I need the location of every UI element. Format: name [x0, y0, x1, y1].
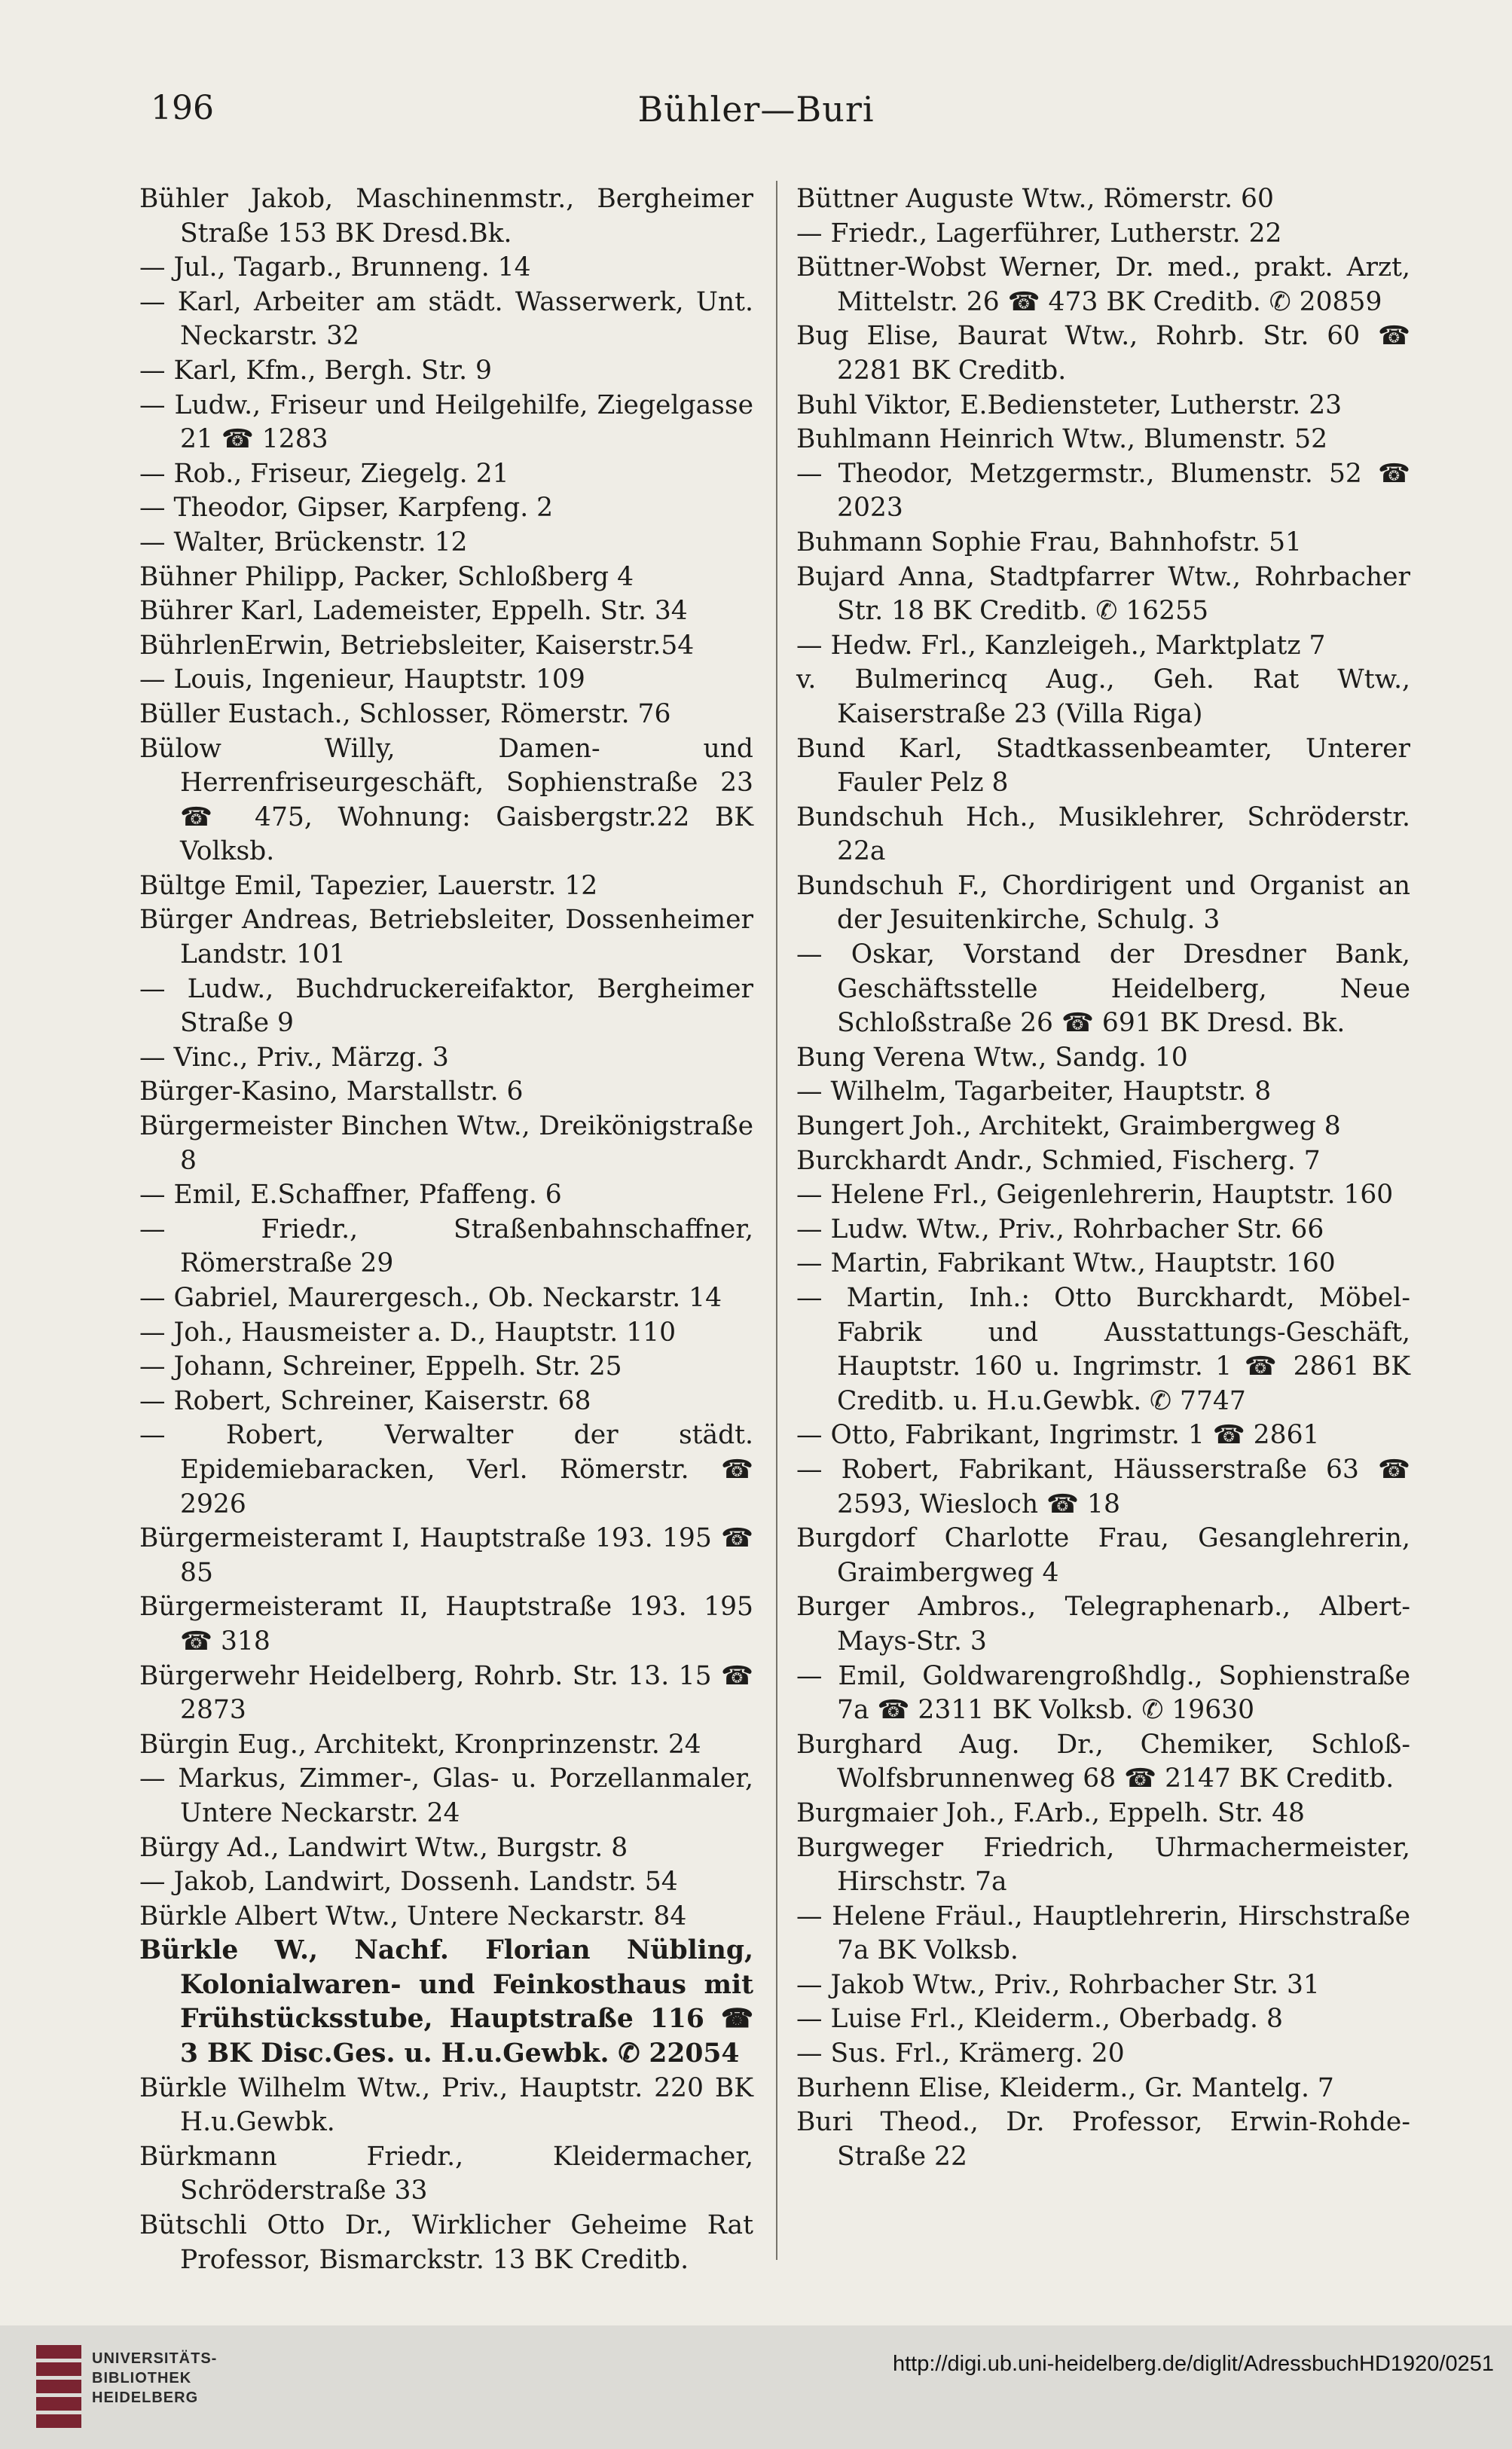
- directory-entry: Burhenn Elise, Kleiderm., Gr. Mantelg. 7: [796, 2072, 1334, 2103]
- directory-entry: Büttner-Wobst Werner, Dr. med., prakt. Arzt, Mittelstr. 26 ☎ 473 BK Creditb. ✆ 20859: [796, 252, 1410, 317]
- directory-entry: Buri Theod., Dr. Professor, Erwin-Rohde-Straße 22: [796, 2107, 1410, 2172]
- directory-entry: — Oskar, Vorstand der Dresdner Bank, Geschäftsstelle Heidelberg, Neue Schloßstraße 26 ☎ 691 BK Dresd. Bk.: [796, 939, 1410, 1039]
- directory-entry: Burgdorf Charlotte Frau, Gesanglehrerin, Graimbergweg 4: [796, 1523, 1410, 1588]
- directory-entry: Bung Verena Wtw., Sandg. 10: [796, 1042, 1188, 1073]
- right-column: [796, 182, 1410, 2174]
- directory-entry: — Gabriel, Maurergesch., Ob. Neckarstr. 14: [139, 1283, 722, 1313]
- directory-entry: — Jakob, Landwirt, Dossenh. Landstr. 54: [139, 1867, 678, 1898]
- directory-entry: — Robert, Fabrikant, Häusserstraße 63 ☎ 2593, Wiesloch ☎ 18: [796, 1454, 1410, 1519]
- directory-entry: Bundschuh Hch., Musiklehrer, Schröderstr. 22a: [796, 802, 1410, 867]
- left-column: [139, 182, 753, 2277]
- directory-entry: — Karl, Arbeiter am städt. Wasserwerk, Unt. Neckarstr. 32: [139, 286, 753, 352]
- directory-entry: Burgmaier Joh., F.Arb., Eppelh. Str. 48: [796, 1797, 1305, 1828]
- directory-entry: Bürgermeisteramt II, Hauptstraße 193. 195 ☎ 318: [139, 1592, 753, 1657]
- library-logo-icon: [36, 2345, 81, 2428]
- directory-entry: — Rob., Friseur, Ziegelg. 21: [139, 458, 509, 489]
- library-name: [92, 2349, 217, 2408]
- directory-entry: — Friedr., Lagerführer, Lutherstr. 22: [796, 218, 1282, 249]
- directory-entry: Buhlmann Heinrich Wtw., Blumenstr. 52: [796, 424, 1328, 455]
- directory-entry: Bürger Andreas, Betriebsleiter, Dossenheimer Landstr. 101: [139, 905, 753, 970]
- directory-entry: Bujard Anna, Stadtpfarrer Wtw., Rohrbacher Str. 18 BK Creditb. ✆ 16255: [796, 561, 1410, 627]
- directory-entry: — Emil, Goldwarengroßhdlg., Sophienstraße 7a ☎ 2311 BK Volksb. ✆ 19630: [796, 1660, 1410, 1726]
- directory-entry: Burgweger Friedrich, Uhrmachermeister, Hirschstr. 7a: [796, 1832, 1410, 1898]
- directory-entry: — Helene Frl., Geigenlehrerin, Hauptstr. 160: [796, 1180, 1394, 1211]
- directory-entry: Bürgerwehr Heidelberg, Rohrb. Str. 13. 15 ☎ 2873: [139, 1660, 753, 1726]
- directory-entry: — Ludw., Buchdruckereifaktor, Bergheimer Straße 9: [139, 973, 753, 1039]
- directory-entry: Bührer Karl, Lademeister, Eppelh. Str. 34: [139, 596, 688, 627]
- directory-entry: Burger Ambros., Telegraphenarb., Albert-Mays-Str. 3: [796, 1592, 1410, 1657]
- library-name-line: UNIVERSITÄTS-: [92, 2350, 218, 2367]
- directory-entry: — Theodor, Metzgermstr., Blumenstr. 52 ☎ 2023: [796, 458, 1410, 524]
- directory-entry: Bürgin Eug., Architekt, Kronprinzenstr. 24: [139, 1729, 701, 1760]
- source-url[interactable]: http://digi.ub.uni-heidelberg.de/diglit/AdressbuchHD1920/0251: [892, 2352, 1494, 2376]
- directory-entry: — Robert, Schreiner, Kaiserstr. 68: [139, 1385, 591, 1416]
- directory-entry: — Johann, Schreiner, Eppelh. Str. 25: [139, 1351, 622, 1382]
- footer-bar: [0, 2325, 1512, 2449]
- directory-entry: Burghard Aug. Dr., Chemiker, Schloß-Wolfsbrunnenweg 68 ☎ 2147 BK Creditb.: [796, 1729, 1410, 1794]
- directory-entry: — Martin, Inh.: Otto Burckhardt, Möbel-Fabrik und Ausstattungs-Geschäft, Hauptstr. 160 u. Ingrimstr. 1 ☎ 2861 BK Creditb. u. H.u.Gewbk. ✆ 7747: [796, 1283, 1410, 1416]
- directory-entry: Buhmann Sophie Frau, Bahnhofstr. 51: [796, 527, 1302, 557]
- directory-entry: Bürgermeister Binchen Wtw., Dreikönigstraße 8: [139, 1111, 753, 1176]
- running-head: Bühler—Buri: [637, 89, 875, 130]
- directory-entry: — Emil, E.Schaffner, Pfaffeng. 6: [139, 1180, 562, 1211]
- directory-entry: Büller Eustach., Schlosser, Römerstr. 76: [139, 698, 671, 729]
- directory-entry: — Jul., Tagarb., Brunneng. 14: [139, 252, 531, 283]
- directory-entry: Bühler Jakob, Maschinenmstr., Bergheimer Straße 153 BK Dresd.Bk.: [139, 184, 753, 249]
- directory-entry: Bürgermeisteramt I, Hauptstraße 193. 195 ☎ 85: [139, 1523, 753, 1588]
- directory-entry: Bund Karl, Stadtkassenbeamter, Unterer Fauler Pelz 8: [796, 733, 1410, 799]
- directory-entry: — Theodor, Gipser, Karpfeng. 2: [139, 493, 554, 524]
- directory-entry: Bungert Joh., Architekt, Graimbergweg 8: [796, 1111, 1341, 1142]
- directory-entry: — Wilhelm, Tagarbeiter, Hauptstr. 8: [796, 1076, 1272, 1107]
- column-divider: [776, 181, 777, 2260]
- directory-entry: Bürgy Ad., Landwirt Wtw., Burgstr. 8: [139, 1832, 628, 1863]
- directory-entry: Bütschli Otto Dr., Wirklicher Geheime Rat Professor, Bismarckstr. 13 BK Creditb.: [139, 2210, 753, 2275]
- directory-entry: Bug Elise, Baurat Wtw., Rohrb. Str. 60 ☎ 2281 BK Creditb.: [796, 321, 1410, 386]
- directory-entry: Bürkle W., Nachf. Florian Nübling, Kolonialwaren- und Feinkosthaus mit Frühstücksstube, Hauptstraße 116 ☎ 3 BK Disc.Ges. u. H.u.Gewbk. ✆ 22054: [139, 1935, 753, 2069]
- directory-entry: — Martin, Fabrikant Wtw., Hauptstr. 160: [796, 1248, 1336, 1279]
- directory-entry: — Markus, Zimmer-, Glas- u. Porzellanmaler, Untere Neckarstr. 24: [139, 1763, 753, 1828]
- directory-entry: Bundschuh F., Chordirigent und Organist an der Jesuitenkirche, Schulg. 3: [796, 870, 1410, 936]
- page-number: 196: [151, 89, 214, 127]
- directory-entry: — Helene Fräul., Hauptlehrerin, Hirschstraße 7a BK Volksb.: [796, 1901, 1410, 1966]
- directory-entry: — Robert, Verwalter der städt. Epidemiebaracken, Verl. Römerstr. ☎ 2926: [139, 1420, 753, 1519]
- directory-entry: — Sus. Frl., Krämerg. 20: [796, 2038, 1125, 2069]
- directory-entry: Büttner Auguste Wtw., Römerstr. 60: [796, 184, 1274, 214]
- directory-entry: — Louis, Ingenieur, Hauptstr. 109: [139, 664, 585, 695]
- directory-entry: — Karl, Kfm., Bergh. Str. 9: [139, 355, 493, 386]
- library-name-line: HEIDELBERG: [92, 2389, 199, 2406]
- directory-entry: — Otto, Fabrikant, Ingrimstr. 1 ☎ 2861: [796, 1420, 1320, 1451]
- directory-entry: Bühner Philipp, Packer, Schloßberg 4: [139, 561, 634, 592]
- library-name-line: BIBLIOTHEK: [92, 2370, 192, 2386]
- directory-entry: — Jakob Wtw., Priv., Rohrbacher Str. 31: [796, 1969, 1320, 2000]
- directory-entry: — Ludw., Friseur und Heilgehilfe, Ziegelgasse 21 ☎ 1283: [139, 389, 753, 455]
- directory-entry: — Luise Frl., Kleiderm., Oberbadg. 8: [796, 2004, 1283, 2035]
- directory-entry: Bürkmann Friedr., Kleidermacher, Schröderstraße 33: [139, 2141, 753, 2206]
- directory-entry: Bürkle Albert Wtw., Untere Neckarstr. 84: [139, 1901, 687, 1931]
- directory-entry: — Vinc., Priv., Märzg. 3: [139, 1042, 449, 1073]
- directory-entry: — Ludw. Wtw., Priv., Rohrbacher Str. 66: [796, 1214, 1324, 1244]
- directory-entry: Bürkle Wilhelm Wtw., Priv., Hauptstr. 220 BK H.u.Gewbk.: [139, 2072, 753, 2138]
- directory-entry: Burckhardt Andr., Schmied, Fischerg. 7: [796, 1145, 1321, 1176]
- directory-entry: — Joh., Hausmeister a. D., Hauptstr. 110: [139, 1317, 677, 1348]
- directory-entry: Bürger-Kasino, Marstallstr. 6: [139, 1076, 524, 1107]
- directory-entry: Bülow Willy, Damen- und Herrenfriseurgeschäft, Sophienstraße 23 ☎ 475, Wohnung: Gaisbergstr.22 BK Volksb.: [139, 733, 753, 867]
- directory-entry: — Walter, Brückenstr. 12: [139, 527, 468, 557]
- directory-entry: — Friedr., Straßenbahnschaffner, Römerstraße 29: [139, 1214, 753, 1279]
- directory-entry: — Hedw. Frl., Kanzleigeh., Marktplatz 7: [796, 630, 1326, 661]
- directory-entry: Buhl Viktor, E.Bediensteter, Lutherstr. 23: [796, 389, 1342, 420]
- directory-entry: v. Bulmerincq Aug., Geh. Rat Wtw., Kaiserstraße 23 (Villa Riga): [796, 664, 1410, 729]
- directory-entry: Bültge Emil, Tapezier, Lauerstr. 12: [139, 870, 598, 901]
- directory-entry: BührlenErwin, Betriebsleiter, Kaiserstr.54: [139, 630, 695, 661]
